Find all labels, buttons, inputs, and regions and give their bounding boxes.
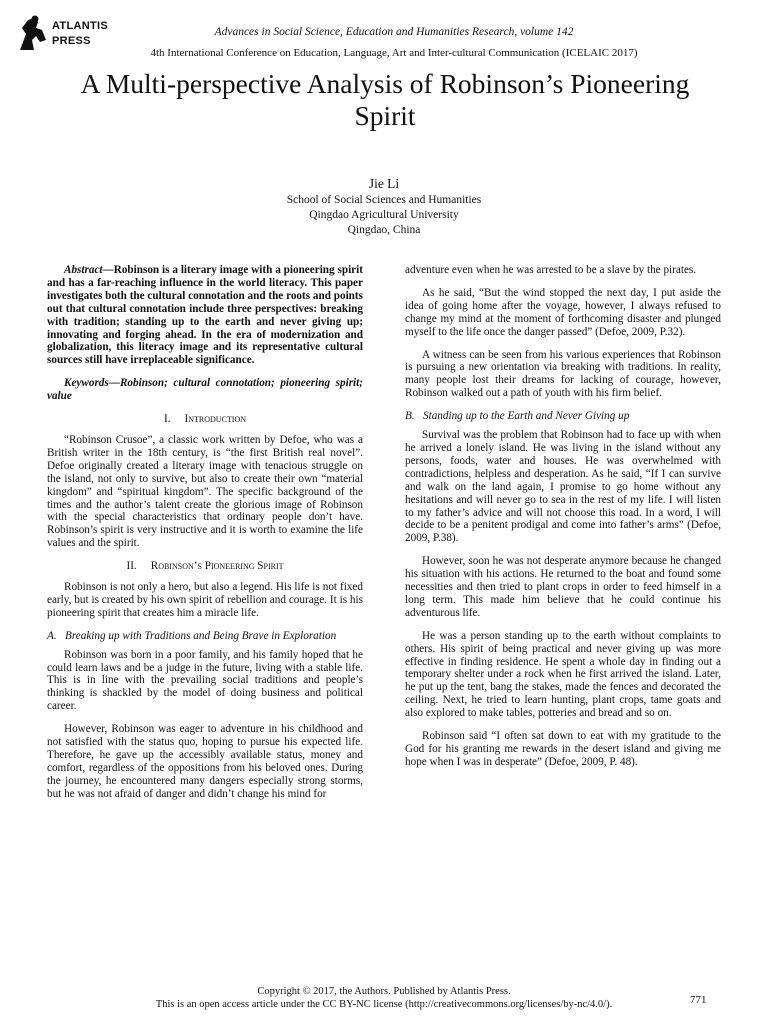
paragraph: Robinson said “I often sat down to eat with my gratitude to the God for his granting me rewards in the desert island and giving me hope when I was in desperate” (Defoe, 2009, P. 48). — [405, 730, 721, 768]
license-line: This is an open access article under the CC BY-NC license (http://creativecommons.org/licenses/by-nc/4.0/). — [155, 999, 613, 1010]
left-column — [47, 264, 363, 811]
copyright-footer — [0, 985, 768, 1011]
section-number: I. — [163, 413, 171, 426]
subsection-heading — [405, 410, 721, 423]
abstract-label: Abstract — [64, 264, 103, 276]
paragraph: Robinson is not only a hero, but also a legend. His life is not fixed early, but is created by his own spirit of rebellion and courage. It is his pioneering spirit that creates him a miracle life. — [47, 581, 363, 619]
section-number: II. — [126, 560, 137, 573]
copyright-line: Copyright © 2017, the Authors. Published by Atlantis Press. — [257, 986, 511, 997]
logo-text-line2: PRESS — [52, 35, 91, 47]
paragraph: adventure even when he was arrested to be a slave by the pirates. — [405, 264, 697, 276]
subsection-letter: A. — [47, 629, 57, 642]
logo-text-line1: ATLANTIS — [52, 20, 108, 32]
keywords: Keywords—Robinson; cultural connotation; pioneering spirit; value — [47, 377, 363, 403]
paragraph: Robinson was born in a poor family, and his family hoped that he could learn laws and be a judge in the future, living with a stable life. This is in line with the prevailing social traditions and people’s thinking is shackled by the model of doing business and political career. — [47, 648, 363, 713]
affiliation-line: Qingdao Agricultural University — [309, 209, 459, 221]
section-title: Introduction — [184, 413, 247, 426]
paragraph: “Robinson Crusoe”, a classic work written by Defoe, who was a British writer in the 18th century, is “the first British real novel”. Defoe originally created a literary image with tenacious struggle on the island, not only to survive, but also to create their own “material kingdom” and “spiritual kingdom”. The specific background of the times and the author’s talent create the glorious image of Robinson with the special characteristics that ordinary people don’t have. Robinson’s spirit is very instructive and it is worth to examine the life values and the spirit. — [47, 433, 363, 550]
affiliation-line: School of Social Sciences and Humanities — [286, 194, 482, 206]
section-heading — [47, 560, 363, 573]
paragraph: Survival was the problem that Robinson had to face up with when he arrived a lonely island. He was living in the island without any persons, foods, water and houses. He was overwhelmed with contradictions, helpless and desperation. As he said, “If I can survive and walk on the land again, I promise to go home without any hesitations and will never go to sea in the rest of my life. I will listen to my father’s advice and will not choose this road. In a word, I will decide to be a penitent prodigal and come into father’s arms” (Defoe, 2009, P.38). — [405, 429, 721, 545]
author-name: Jie Li — [368, 176, 400, 191]
affiliation-line: Qingdao, China — [347, 224, 421, 236]
subsection-title: Breaking up with Traditions and Being Brave in Exploration — [65, 629, 337, 642]
conference-header: 4th International Conference on Education, Language, Art and Inter-cultural Communication (ICELAIC 2017) — [150, 47, 638, 59]
section-title: Robinson’s Pioneering Spirit — [150, 560, 284, 573]
right-column — [405, 264, 721, 779]
abstract-text: —Robinson is a literary image with a pioneering spirit and has a far-reaching influence in the world literacy. This paper investigates both the cultural connotation and the roots and points out that cultural connotation include three perspectives: breaking with tradition; standing up to the earth and never giving up; innovating and forging ahead. In the era of modernization and globalization, this literacy image and its representative cultural sources still have irreplaceable significance. — [47, 264, 363, 367]
subsection-letter: B. — [405, 410, 415, 423]
journal-header: Advances in Social Science, Education and Humanities Research, volume 142 — [214, 26, 574, 38]
paragraph: However, Robinson was eager to adventure in his childhood and not satisfied with the status quo, hoping to pursue his expected life. Therefore, he gave up the accessibly available status, money and comfort, regardless of the oppositions from his beloved ones. During the journey, he encountered many dangers especially strong storms, but he was not afraid of danger and didn’t change his mind for — [47, 723, 363, 800]
author-affiliation — [0, 193, 768, 238]
page-number: 771 — [690, 994, 707, 1006]
paragraph: However, soon he was not desperate anymore because he changed his situation with his actions. He returned to the boat and found some necessities and then tried to plant crops in order to feed himself in a long term. This made him believe that he could continue his adventurous life. — [405, 555, 721, 619]
subsection-heading — [47, 630, 363, 643]
section-heading — [47, 413, 363, 426]
paper-title: A Multi-perspective Analysis of Robinson’s Pioneering Spirit — [80, 68, 690, 131]
paragraph: He was a person standing up to the earth without complaints to others. His spirit of being practical and never giving up was more effective in finding residence. He spent a whole day in finding out a temporary shelter under a rock when he first arrived the island. Later, he put up the tent, bang the stakes, made the fences and decorated the ceiling. Next, he tried to learn hunting, plant crops, tame goats and also explored to make tables, potteries and bread and so on. — [405, 629, 721, 720]
paragraph: As he said, “But the wind stopped the next day, I put aside the idea of going home after the voyage, however, I always refused to change my mind at the moment of forthcoming disaster and plunged myself to the life once the danger passed” (Defoe, 2009, P.32). — [405, 286, 721, 338]
subsection-title: Standing up to the Earth and Never Giving up — [423, 410, 630, 423]
paragraph: A witness can be seen from his various experiences that Robinson is pursuing a new orientation via breaking with traditions. In reality, many people lost their dreams for lacking of courage, however, Robinson walked out a path of youth with his firm belief. — [405, 348, 721, 400]
abstract — [47, 264, 363, 367]
